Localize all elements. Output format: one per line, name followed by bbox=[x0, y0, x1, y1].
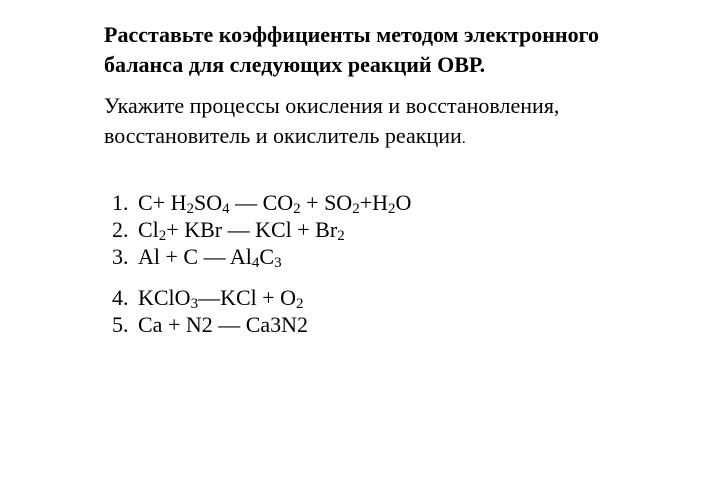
task-instruction bbox=[104, 91, 694, 154]
equation-text: C+ H bbox=[138, 190, 187, 215]
reaction-item bbox=[112, 243, 672, 270]
equation-text: C bbox=[259, 244, 275, 269]
task-instruction-line-2 bbox=[104, 121, 694, 154]
task-heading bbox=[104, 20, 694, 80]
equation-text: + SO bbox=[300, 190, 353, 215]
reaction-number: 4. bbox=[112, 285, 129, 310]
equation-subscript: 2 bbox=[158, 228, 167, 244]
equation-text: — CO bbox=[229, 190, 294, 215]
equation-text: +H bbox=[359, 190, 388, 215]
equation-subscript: 2 bbox=[296, 296, 304, 312]
equation-text: O bbox=[395, 190, 412, 215]
reaction-equation bbox=[138, 311, 308, 338]
reaction-item bbox=[112, 284, 672, 311]
equation-subscript: 3 bbox=[274, 255, 282, 271]
reaction-number: 5. bbox=[112, 312, 129, 337]
equation-text: Ca + N2 — Ca3N2 bbox=[138, 312, 309, 337]
equation-subscript: 2 bbox=[186, 201, 194, 217]
equation-subscript: 2 bbox=[352, 201, 360, 217]
reaction-number: 1. bbox=[112, 190, 129, 215]
reaction-number: 2. bbox=[112, 217, 129, 242]
reaction-number: 3. bbox=[112, 244, 129, 269]
equation-subscript: 2 bbox=[337, 228, 345, 244]
reaction-equation bbox=[138, 243, 282, 274]
equation-subscript: 3 bbox=[190, 296, 199, 312]
task-instruction-period: . bbox=[461, 130, 466, 147]
equation-subscript: 2 bbox=[387, 201, 396, 217]
equation-subscript: 4 bbox=[222, 201, 230, 217]
reaction-item bbox=[112, 311, 672, 338]
equation-text: —KCl + O bbox=[198, 285, 297, 310]
task-instruction-line-2-text: восстановитель и окислитель реакции bbox=[104, 123, 462, 148]
task-instruction-line-1: Укажите процессы окисления и восстановления, bbox=[104, 93, 560, 118]
equation-subscript: 2 bbox=[293, 201, 301, 217]
equation-text: Al + C — Al bbox=[138, 244, 252, 269]
reaction-item bbox=[112, 189, 672, 216]
equation-text: Cl bbox=[138, 217, 159, 242]
task-heading-line-2: баланса для следующих реакций ОВР. bbox=[104, 52, 486, 77]
reaction-list bbox=[112, 189, 672, 338]
equation-subscript: 4 bbox=[251, 255, 260, 271]
equation-text: + KBr — KCl + Br bbox=[166, 217, 338, 242]
reaction-item bbox=[112, 216, 672, 243]
equation-text: SO bbox=[193, 190, 223, 215]
task-heading-line-1: Расставьте коэффициенты методом электронного bbox=[104, 22, 600, 47]
equation-text: KClO bbox=[138, 285, 191, 310]
